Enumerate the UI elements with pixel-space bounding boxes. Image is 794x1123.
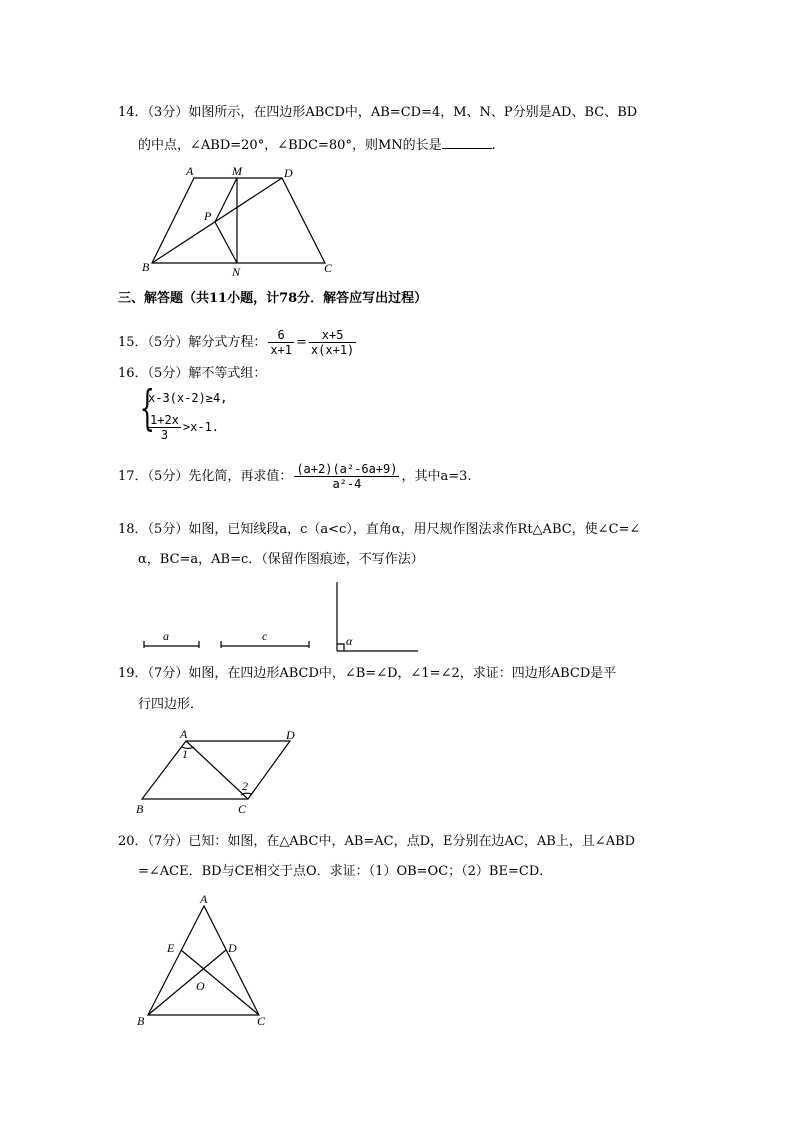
q19-label-2: 2	[242, 779, 248, 793]
q19-label-b: B	[136, 802, 144, 816]
q17-den: a²-4	[332, 477, 362, 491]
q15-rhs-den: x(x+1)	[310, 343, 355, 357]
q17-prefix: 17．（5分）先化简，再求值：	[118, 469, 293, 484]
q14-label-p: P	[204, 209, 212, 223]
q14-label-d: D	[284, 166, 293, 180]
q14-line1: 14．（3分）如图所示，在四边形ABCD中，AB=CD=4，M、N、P分别是AD、BC、BD	[118, 105, 638, 120]
q20-line2: =∠ACE．BD与CE相交于点O．求证：（1）OB=OC；（2）BE=CD．	[138, 864, 553, 879]
q18-line2: α，BC=a，AB=c．（保留作图痕迹，不写作法）	[138, 552, 424, 567]
q19-label-a: A	[180, 727, 188, 741]
q18-label-a: a	[163, 629, 169, 643]
q20-label-c: C	[257, 1014, 266, 1028]
q14-label-c: C	[324, 261, 333, 275]
q16-row2-rest: >x-1.	[182, 420, 220, 434]
q14-line2-text: 的中点，∠ABD=20°，∠BDC=80°，则MN的长是	[138, 138, 442, 153]
q18-line1: 18．（5分）如图，已知线段a，c（a<c），直角α，用尺规作图法求作Rt△ABC，使∠C=∠	[118, 522, 641, 537]
q19-label-1: 1	[182, 747, 188, 761]
q16-row2-num: 1+2x	[150, 413, 179, 427]
q15-rhs-num: x+5	[309, 328, 356, 343]
q20-triangle	[148, 906, 259, 1015]
q18-label-c: c	[262, 629, 268, 643]
q15-lhs-den: x+1	[270, 343, 293, 357]
q20-label-o: O	[196, 979, 205, 993]
q19-line2: 行四边形．	[138, 697, 204, 712]
q20-line1: 20．（7分）已知：如图，在△ABC中，AB=AC，点D，E分别在边AC，AB上，且∠ABD	[118, 834, 636, 849]
q14-label-n: N	[232, 265, 241, 279]
q14-label-m: M	[232, 164, 242, 178]
q15-prefix: 15．（5分）解分式方程：	[118, 335, 267, 350]
q17-suffix: ，其中a=3.	[401, 469, 472, 484]
q19-label-c: C	[238, 802, 247, 816]
q14-line2-end: .	[491, 138, 496, 153]
q20-label-e: E	[167, 941, 175, 955]
q16-prefix: 16．（5分）解不等式组：	[118, 366, 267, 381]
q20-segment-bd	[148, 950, 226, 1015]
q19-label-d: D	[286, 728, 295, 742]
q20-label-a: A	[200, 892, 208, 906]
section-3-heading: 三、解答题（共11小题，计78分．解答应写出过程）	[118, 291, 428, 306]
q16-brace: {	[139, 380, 155, 436]
q14-label-b: B	[142, 260, 150, 274]
q16-row1: x-3(x-2)≥4,	[148, 391, 228, 405]
q19-line1: 19．（7分）如图，在四边形ABCD中，∠B=∠D，∠1=∠2，求证：四边形ABCD是平	[118, 666, 617, 681]
q14-label-a: A	[186, 164, 194, 178]
q17-num: (a+2)(a²-6a+9)	[296, 462, 398, 476]
q20-label-d: D	[228, 941, 237, 955]
q20-segment-ce	[181, 950, 259, 1015]
q20-label-b: B	[137, 1014, 145, 1028]
q15-lhs-num: 6	[268, 328, 294, 343]
q16-row2-den: 3	[160, 428, 169, 442]
q18-label-alpha: α	[346, 634, 353, 648]
q15-equals: =	[296, 335, 307, 350]
